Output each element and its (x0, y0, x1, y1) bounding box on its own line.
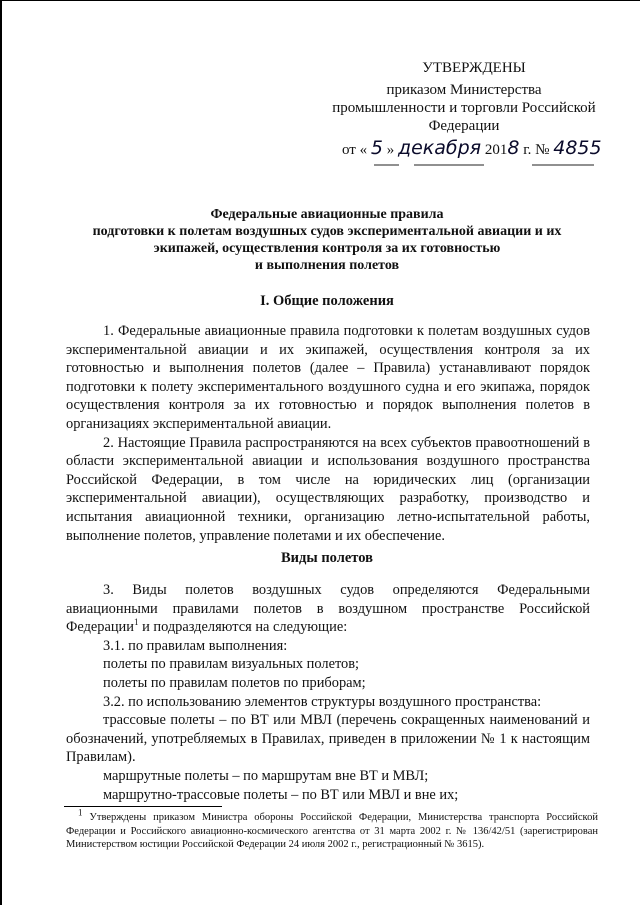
date-prefix: от « (342, 142, 368, 158)
date-mid: » (386, 142, 395, 158)
section-heading-flight-types: Виды полетов (281, 550, 373, 566)
item-3-2-marked: маршрутные полеты – по маршрутам вне ВТ и МВЛ; (103, 767, 429, 784)
footnote-ref: 1 (133, 617, 139, 628)
item-3-2: 3.2. по использованию элементов структуры воздушного пространства: (103, 693, 542, 710)
approval-heading: УТВЕРЖДЕНЫ (422, 60, 526, 76)
item-3-2-route: трассовые полеты – по ВТ или МВЛ (перечень сокращенных наименований и обозначений, употребляемых в Правилах, приведен в приложении № 1 к настоящим Правилам). (66, 712, 590, 766)
paragraph-3 (66, 581, 590, 637)
title-line-1: Федеральные авиационные правила (210, 207, 444, 222)
footnote-marker: 1 (78, 807, 83, 818)
document-title (72, 206, 582, 274)
handwritten-month: декабря (397, 137, 482, 159)
item-3-2-mixed: маршрутно-трассовые полеты – по ВТ или МВЛ и вне их; (103, 786, 459, 803)
title-line-2: подготовки к полетам воздушных судов экспериментальной авиации и их (92, 224, 562, 239)
paragraph-3-tail: и подразделяются на следующие: (138, 619, 348, 636)
section-heading-general: I. Общие положения (260, 293, 394, 309)
paragraph-3-text: 3. Виды полетов воздушных судов определяются Федеральными авиационными правилами полетов в воздушном пространстве Российской Федерации (66, 582, 590, 636)
year-prefix: 201 (484, 142, 508, 158)
approval-date-line (314, 139, 614, 165)
item-3-1-instrument: полеты по правилам полетов по приборам; (103, 674, 366, 691)
footnote-text (66, 807, 598, 852)
paragraph-1: 1. Федеральные авиационные правила подготовки к полетам воздушных судов экспериментальной авиации и их экипажей, осуществления контроля за их готовностью и выполнения полетов (далее – Правила) устанавливают порядок подготовки к полету экспериментального воздушного судна и его экипажа, порядок осуществления контроля за их готовностью и порядок выполнения полетов в организациях экспериментальной авиации. (66, 323, 590, 432)
section-general-body (66, 322, 590, 545)
paragraph-2: 2. Настоящие Правила распространяются на всех субъектов правоотношений в области экспериментальной авиации и использования воздушного пространства Российской Федерации, в том числе на юридических лиц (организации экспериментальной авиации), осуществляющих разработку, производство и испытания авиационной техники, организацию летно-испытательной работы, выполнение полетов, управление полетами и их обеспечение. (66, 434, 590, 544)
footnote-body: Утверждены приказом Министра обороны Российской Федерации, Министерства транспорта Российской Федерации и Российского авиационно-космического агентства от 31 марта 2002 г. № 136/42/51 (зарегистрирован Министерством юстиции Российской Федерации 24 июля 2002 г., регистрационный № 3615). (66, 812, 598, 850)
approval-order-line: приказом Министерства (386, 82, 542, 98)
section-flight-types-body (66, 581, 590, 804)
approval-federation-line: Федерации (428, 118, 500, 134)
footnote (66, 807, 598, 852)
item-3-1: 3.1. по правилам выполнения: (103, 637, 288, 654)
underline-marks (314, 163, 614, 169)
footnote-divider (64, 806, 222, 807)
title-line-3: экипажей, осуществления контроля за их готовностью (153, 241, 501, 256)
date-g-number: г. № (523, 142, 550, 158)
item-3-1-visual: полеты по правилам визуальных полетов; (103, 656, 360, 673)
handwritten-day: 5 (370, 137, 383, 159)
handwritten-order-number: 4855 (553, 137, 602, 159)
approval-ministry-line: промышленности и торговли Российской (332, 100, 596, 116)
title-line-4: и выполнения полетов (254, 258, 400, 273)
handwritten-year-digit: 8 (507, 137, 520, 159)
approval-block (314, 59, 614, 165)
